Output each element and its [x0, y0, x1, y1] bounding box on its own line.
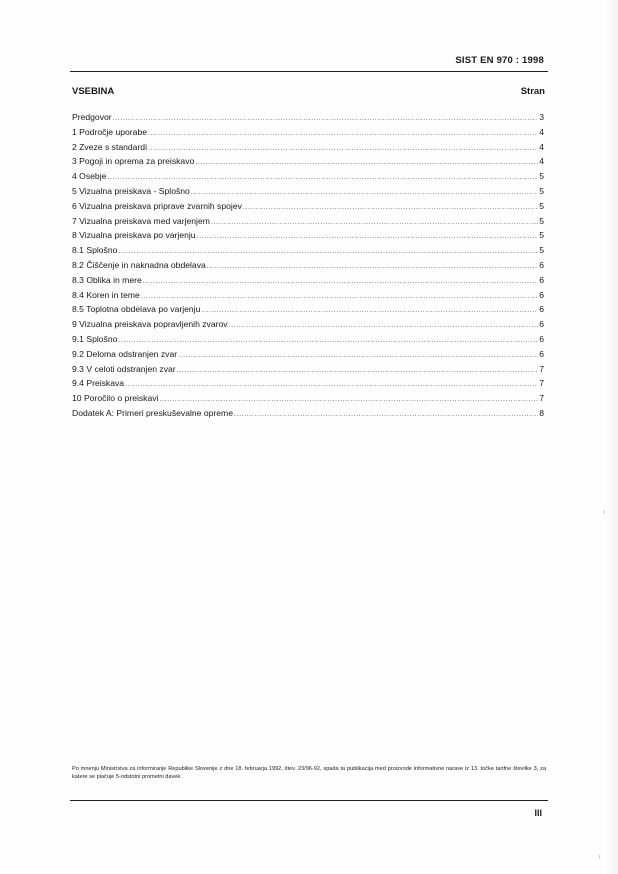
toc-entry-page: 5: [539, 215, 544, 226]
toc-entry-label: Predgovor: [72, 112, 112, 122]
toc-dot-leader: [191, 189, 538, 196]
toc-entry-label: 9.1 Splošno: [72, 333, 118, 344]
toc-entry: [72, 216, 544, 231]
toc-entry-label: 5 Vizualna preiskava - Splošno: [72, 185, 190, 196]
toc-entry: [72, 260, 544, 275]
toc-dot-leader: [207, 263, 538, 270]
toc-entry: [72, 364, 544, 379]
toc-entry-label: 7 Vizualna preiskava med varjenjem: [72, 215, 210, 226]
toc-entry-page: 6: [539, 319, 544, 330]
toc-dot-leader: [211, 219, 538, 226]
scan-speck: [599, 855, 600, 859]
toc-entry-page: 4: [539, 156, 544, 167]
toc-entry-label: 2 Zveze s standardi: [72, 141, 147, 152]
toc-entry-page: 5: [539, 185, 544, 196]
toc-dot-leader: [143, 278, 538, 285]
toc-entry-page: 4: [539, 141, 544, 152]
toc-entry-label: 9.2 Deloma odstranjen zvar: [72, 348, 178, 359]
toc-entry: [72, 142, 544, 157]
document-id: SIST EN 970 : 1998: [455, 55, 544, 66]
toc-dot-leader: [197, 233, 539, 240]
toc-entry-label: 8.1 Splošno: [72, 245, 118, 256]
toc-dot-leader: [195, 159, 538, 166]
toc-entry-label: 4 Osebje: [72, 171, 107, 182]
toc-entry: [72, 408, 544, 423]
toc-entry-label: 8.3 Oblika in mere: [72, 274, 142, 285]
toc-dot-leader: [159, 396, 538, 403]
toc-entry: [72, 245, 544, 260]
header-rule: [70, 71, 548, 72]
toc-dot-leader: [201, 307, 538, 314]
footnote: Po mnenju Ministrstva za informiranje Republike Slovenije z dne 18. februarja 1992, štev. 23/96-92, spada ta publikacija med proizvode informativne narave iz 13. točke tarifne številke 3, za katere se plačuje 5-odstotni prometni davek.: [72, 766, 546, 780]
toc-entry: [72, 334, 544, 349]
toc-dot-leader: [107, 174, 538, 181]
toc-entry-page: 5: [539, 230, 544, 241]
toc-entry-page: 7: [539, 378, 544, 389]
toc-entry-page: 5: [539, 245, 544, 256]
toc-entry-page: 7: [539, 393, 544, 404]
toc-dot-leader: [113, 115, 539, 122]
toc-entry-label: 6 Vizualna preiskava priprave zvarnih spojev: [72, 200, 242, 211]
toc-entry-page: 7: [539, 363, 544, 374]
table-of-contents: [72, 112, 544, 423]
toc-dot-leader: [178, 352, 538, 359]
toc-dot-leader: [229, 322, 539, 329]
toc-entry-label: 8.4 Koren in teme: [72, 289, 140, 300]
scan-edge: [604, 0, 618, 874]
toc-entry-label: 8.2 Čiščenje in naknadna obdelava: [72, 259, 206, 270]
toc-dot-leader: [118, 248, 538, 255]
toc-entry: [72, 186, 544, 201]
toc-entry-page: 5: [539, 200, 544, 211]
toc-entry-page: 6: [539, 289, 544, 300]
toc-entry-label: Dodatek A: Primeri preskuševalne opreme: [72, 407, 233, 418]
toc-dot-leader: [177, 367, 539, 374]
toc-entry-label: 10 Poročilo o preiskavi: [72, 393, 159, 404]
toc-entry: [72, 171, 544, 186]
toc-entry: [72, 127, 544, 142]
toc-entry-page: 6: [539, 274, 544, 285]
toc-dot-leader: [148, 130, 538, 137]
toc-entry: [72, 290, 544, 305]
toc-entry-page: 8: [539, 407, 544, 418]
toc-entry-label: 9.3 V celoti odstranjen zvar: [72, 363, 176, 374]
toc-dot-leader: [125, 381, 538, 388]
toc-entry-page: 6: [539, 348, 544, 359]
toc-entry: [72, 349, 544, 364]
toc-entry-label: 1 Področje uporabe: [72, 126, 148, 137]
toc-entry-label: 8 Vizualna preiskava po varjenju: [72, 230, 196, 241]
toc-dot-leader: [141, 293, 538, 300]
toc-entry-label: 9.4 Preiskava: [72, 378, 125, 389]
toc-entry-label: 3 Pogoji in oprema za preiskavo: [72, 156, 195, 167]
page-column-label: Stran: [520, 86, 545, 97]
toc-entry-page: 6: [539, 259, 544, 270]
toc-entry-page: 3: [539, 112, 544, 122]
toc-entry: [72, 319, 544, 334]
toc-entry-page: 4: [539, 126, 544, 137]
contents-heading-row: [72, 86, 545, 97]
toc-entry-label: 9 Vizualna preiskava popravljenih zvarov: [72, 319, 228, 330]
contents-title: VSEBINA: [72, 86, 115, 97]
toc-entry: [72, 304, 544, 319]
toc-entry: [72, 230, 544, 245]
toc-entry: [72, 378, 544, 393]
scan-speck: [604, 510, 605, 514]
toc-entry: [72, 156, 544, 171]
toc-entry-label: 8.5 Toplotna obdelava po varjenju: [72, 304, 201, 315]
footer-rule: [70, 800, 548, 801]
page-number: III: [534, 808, 542, 818]
toc-entry-page: 6: [539, 304, 544, 315]
toc-entry: [72, 112, 544, 127]
toc-dot-leader: [148, 145, 538, 152]
toc-dot-leader: [118, 337, 538, 344]
toc-entry: [72, 393, 544, 408]
toc-entry-page: 5: [539, 171, 544, 182]
toc-dot-leader: [243, 204, 538, 211]
toc-entry: [72, 201, 544, 216]
toc-dot-leader: [234, 411, 538, 418]
toc-entry-page: 6: [539, 333, 544, 344]
toc-entry: [72, 275, 544, 290]
